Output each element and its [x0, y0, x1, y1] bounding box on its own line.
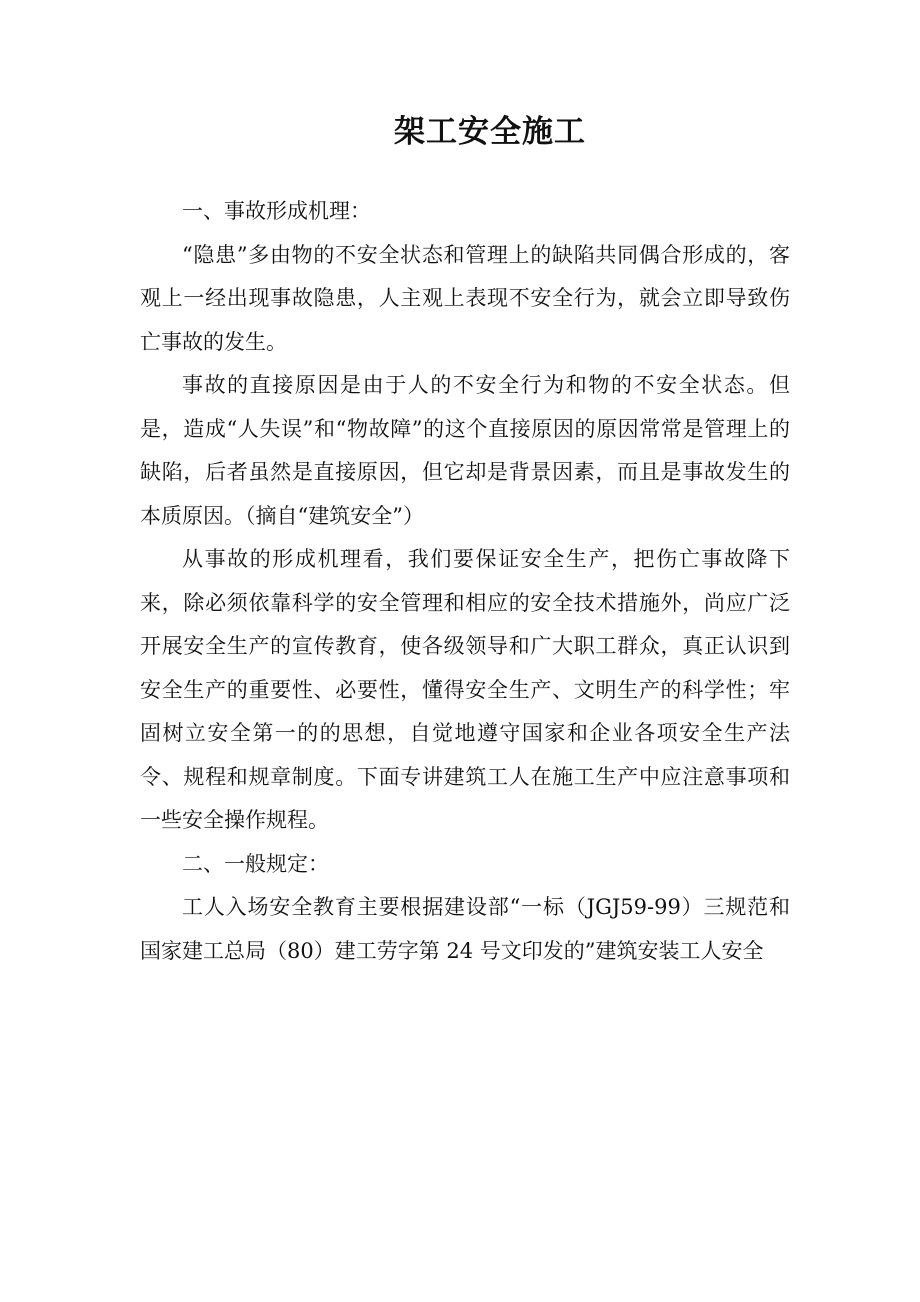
document-body	[140, 190, 790, 973]
document-title: 架工安全施工	[394, 114, 586, 150]
paragraph-hazard: “隐患”多由物的不安全状态和管理上的缺陷共同偶合形成的，客观上一经出现事故隐患，人主观上表现不安全行为，就会立即导致伤亡事故的发生。	[140, 242, 790, 354]
section-heading-1: 一、事故形成机理：	[182, 199, 371, 223]
paragraph-direct-cause: 事故的直接原因是由于人的不安全行为和物的不安全状态。但是，造成“人失误”和“物故障”的这个直接原因的原因常常是管理上的缺陷，后者虽然是直接原因，但它却是背景因素，而且是事故发生的本质原因。（摘自“建筑安全”）	[140, 373, 790, 528]
section-heading-2: 二、一般规定：	[182, 851, 329, 876]
paragraph-safety-education: 从事故的形成机理看，我们要保证安全生产，把伤亡事故降下来，除必须依靠科学的安全管理和相应的安全技术措施外，尚应广泛开展安全生产的宣传教育，使各级领导和广大职工群众，真正认识到安全生产的重要性、必要性，懂得安全生产、文明生产的科学性；牢固树立安全第一的的思想，自觉地遵守国家和企业各项安全生产法令、规程和规章制度。下面专讲建筑工人在施工生产中应注意事项和一些安全操作规程。	[140, 547, 790, 832]
paragraph-entry-training: 工人入场安全教育主要根据建设部“一标（JGJ59-99）三规范和国家建工总局（80）建工劳字第 24 号文印发的”建筑安装工人安全	[140, 895, 790, 963]
